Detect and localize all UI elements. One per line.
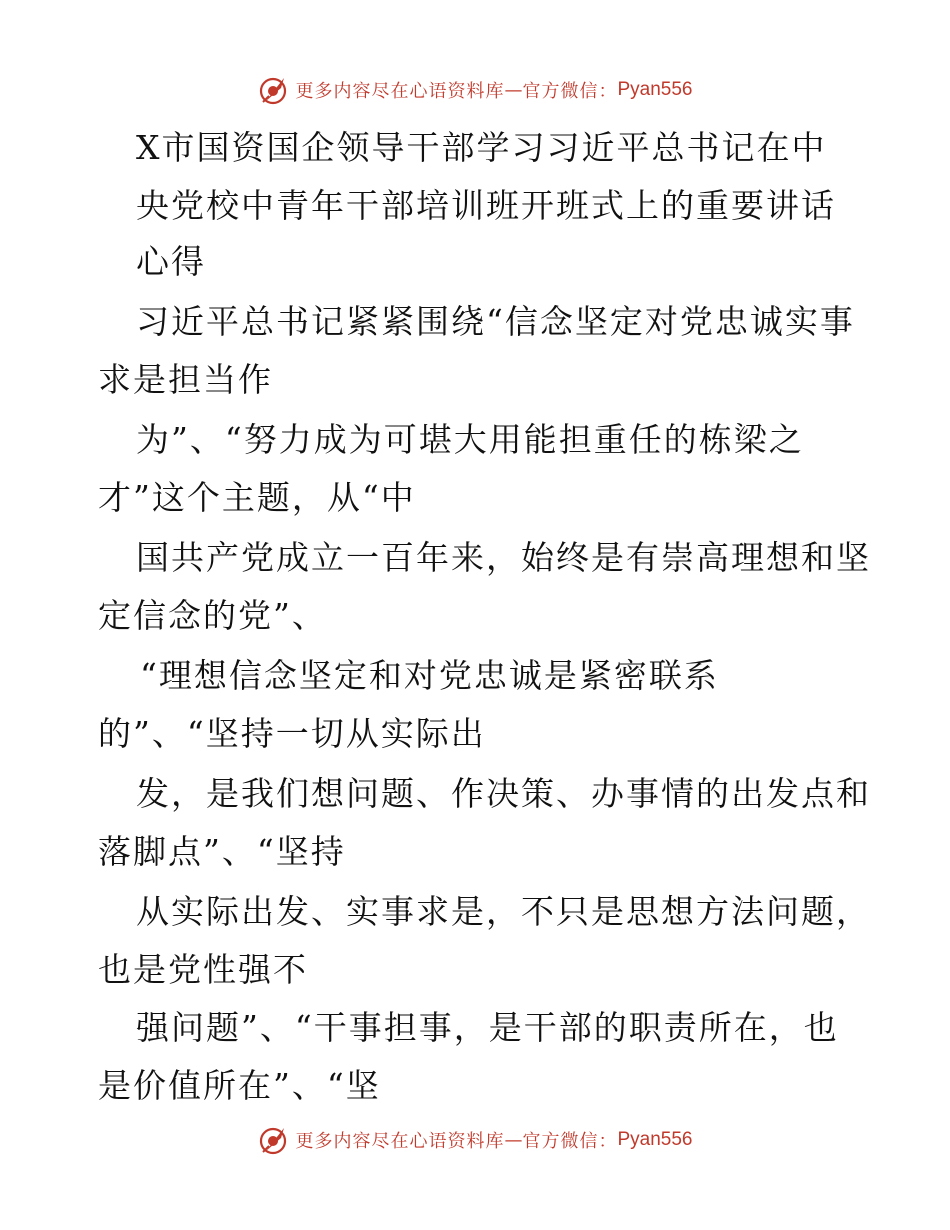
body-line-12: 也是党性强不 [98,950,308,989]
body-line-1: 习近平总书记紧紧围绕“信念坚定对党忠诚实事 [136,302,855,341]
banner-text: 更多内容尽在心语资料库 [295,1131,505,1152]
body-line-7: “理想信念坚定和对党忠诚是紧密联系 [140,656,719,695]
body-line-6: 定信念的党”、 [98,596,327,635]
banner-wechat-id: Pyan556 [617,79,693,100]
banner-wechat-id: Pyan556 [617,1129,693,1150]
body-line-3: 为”、“努力成为可堪大用能担重任的栋梁之 [136,420,804,459]
title-line-2: 央党校中青年干部培训班开班式上的重要讲话 [136,186,836,225]
body-line-8: 的”、“坚持一切从实际出 [98,714,486,753]
quill-logo-icon [257,1124,289,1156]
body-line-14: 是价值所在”、“坚 [98,1066,381,1105]
banner-label: 官方微信： [522,1131,618,1152]
banner-text: 更多内容尽在心语资料库 [295,81,505,102]
banner-separator: — [504,1129,523,1151]
body-line-4: 才”这个主题，从“中 [98,478,416,517]
body-line-5: 国共产党成立一百年来，始终是有崇高理想和坚 [136,538,871,577]
body-line-13: 强问题”、“干事担事，是干部的职责所在，也 [136,1008,839,1047]
title-line-3: 心得 [136,242,206,281]
body-line-11: 从实际出发、实事求是，不只是思想方法问题， [136,892,871,931]
body-line-2: 求是担当作 [98,360,273,399]
title-line-1: X市国资国企领导干部学习习近平总书记在中 [136,128,827,167]
footer-banner [0,1118,950,1162]
body-line-9: 发，是我们想问题、作决策、办事情的出发点和 [136,774,871,813]
banner-separator: — [504,79,523,101]
body-line-10: 落脚点”、“坚持 [98,832,346,871]
banner-label: 官方微信： [522,81,618,102]
